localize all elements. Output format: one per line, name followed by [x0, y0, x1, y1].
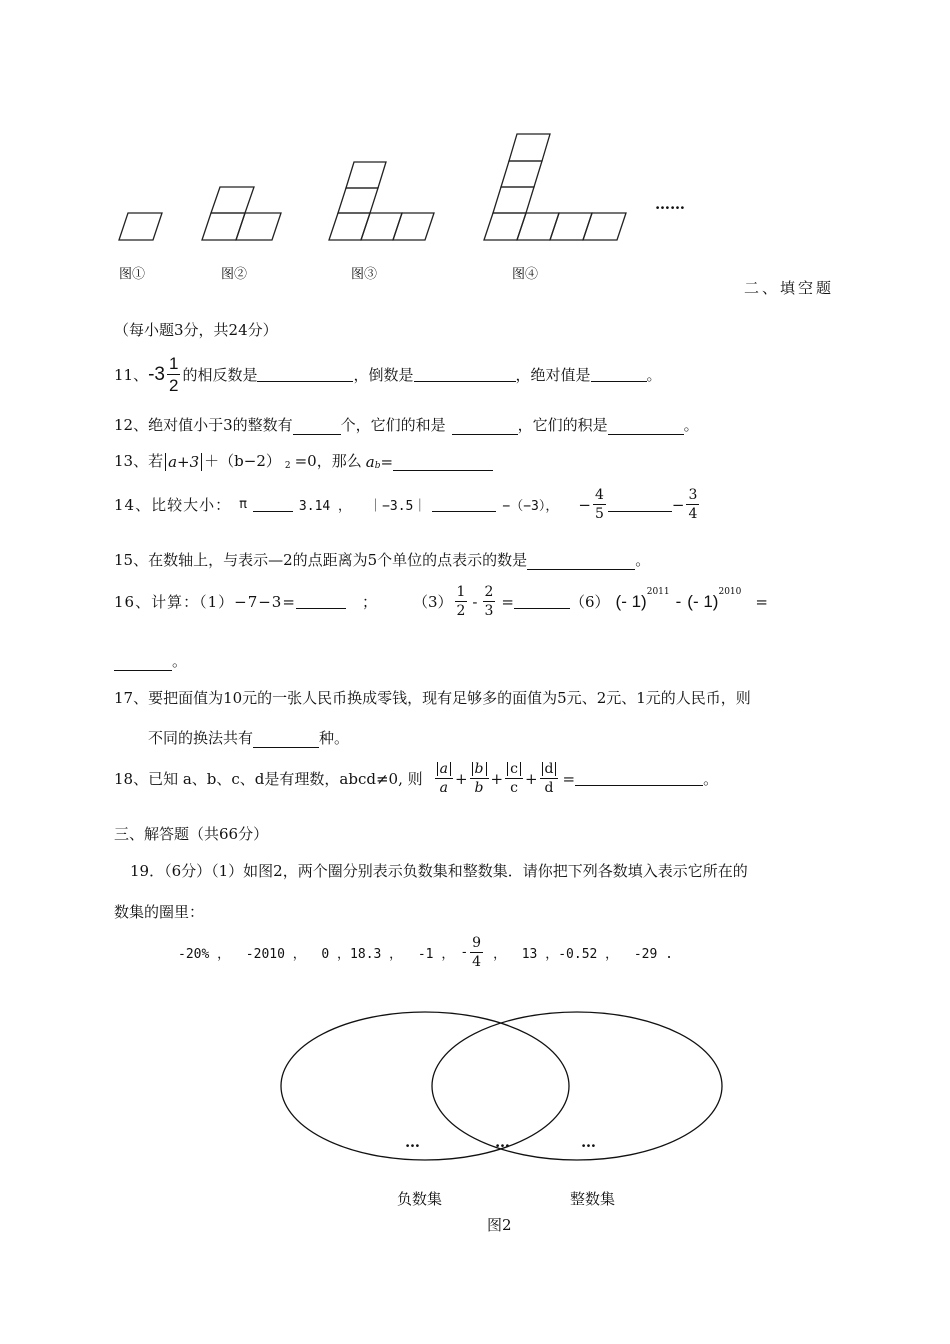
q18-frac-b — [470, 762, 489, 795]
q16-base-1: (- 1) — [615, 591, 647, 611]
q11-text-2: ，倒数是 — [353, 366, 414, 384]
q13-number: 13、若 — [114, 452, 164, 470]
figure-label-3: 图③ — [351, 267, 378, 282]
q16-frac-1-den: 2 — [456, 603, 466, 619]
question-13 — [114, 450, 493, 471]
q14-frac-2-den: 4 — [688, 506, 698, 522]
section-3-title: 三、解答题（共66分） — [114, 825, 269, 843]
q11-fraction — [167, 355, 180, 394]
q19-number-list — [178, 936, 673, 969]
figure-4 — [484, 134, 626, 240]
q15-blank[interactable] — [527, 555, 635, 570]
q16-eq-2: = — [755, 592, 768, 611]
q14-frac-1 — [593, 488, 606, 521]
question-16-continued — [114, 650, 187, 671]
q18-lead: 18、已知 a、b、c、d是有理数，abcd≠0, 则 — [114, 770, 423, 788]
q18-frac-d — [540, 762, 559, 795]
q11-frac-den: 2 — [169, 376, 179, 395]
question-18 — [114, 762, 718, 795]
q17-blank[interactable] — [253, 733, 319, 748]
venn-dots-right: … — [581, 1133, 596, 1151]
q16-exp-2: 2010 — [718, 587, 742, 597]
q16-frac-1-num: 1 — [456, 584, 466, 600]
q16-eq: = — [501, 592, 514, 611]
q12-text-4: 。 — [683, 416, 699, 434]
q19-frac-den: 4 — [472, 954, 482, 970]
figure-1 — [119, 213, 162, 240]
q19-fraction — [470, 936, 483, 969]
q14-frac-1-den: 5 — [594, 506, 604, 522]
q16-sep: ； — [361, 593, 377, 611]
q14-minus-2: − — [671, 495, 685, 514]
q12-text-3: ，它们的积是 — [517, 416, 608, 434]
q11-text-1: 的相反数是 — [182, 366, 258, 384]
q13-abs: a+3 — [165, 453, 202, 471]
question-11 — [114, 355, 662, 394]
q14-v1: 3.14 ， — [298, 499, 352, 514]
question-15 — [114, 549, 650, 570]
q16-blank-2[interactable] — [514, 594, 570, 609]
question-14 — [114, 488, 701, 521]
q18-frac-b-den: b — [474, 780, 484, 796]
q18-frac-c — [505, 762, 523, 795]
q18-eq: = — [562, 769, 576, 788]
q18-frac-a-den: a — [439, 780, 448, 796]
q18-frac-b-num: b — [472, 762, 487, 776]
q15-text: 15、在数轴上，与表示—2的点距离为5个单位的点表示的数是 — [114, 551, 528, 569]
venn-dots-left: … — [405, 1133, 420, 1151]
q16-frac-2-den: 3 — [484, 603, 494, 619]
q16-base-2: (- 1) — [687, 591, 719, 611]
q11-blank-3[interactable] — [591, 367, 647, 382]
q11-whole: -3 — [148, 363, 165, 385]
q14-pi: π — [239, 497, 247, 512]
q19-numbers-a: -20% ， -2010 ， 0 ，18.3 ， -1 ， — [178, 947, 455, 962]
q16-end: 。 — [172, 652, 188, 670]
q16-minus: - — [472, 592, 478, 611]
q16-frac-1 — [455, 585, 468, 618]
venn-dots-middle: … — [495, 1133, 510, 1151]
q19-numbers-b: ， 13 ，-0.52 ， -29 . — [493, 947, 673, 962]
question-17-line-2 — [148, 727, 349, 748]
section-2-title: 二、填空题 — [744, 279, 835, 297]
figure-label-1: 图① — [119, 267, 146, 282]
q18-frac-a — [435, 762, 453, 795]
q18-plus-2: + — [490, 769, 504, 788]
q12-text-2: 个，它们的和是 — [340, 416, 446, 434]
q13-eq: = — [380, 453, 394, 471]
q16-frac-2-num: 2 — [484, 584, 494, 600]
q12-text-1: 12、绝对值小于3的整数有 — [114, 416, 293, 434]
q11-blank-1[interactable] — [257, 367, 353, 382]
q13-blank[interactable] — [393, 456, 493, 471]
q15-end: 。 — [635, 551, 651, 569]
q13-tail: =0，那么 — [294, 452, 362, 470]
q14-blank-1[interactable] — [253, 497, 293, 512]
q18-frac-d-num: d — [542, 762, 557, 776]
q17-text-a: 不同的换法共有 — [148, 729, 254, 747]
q19-frac-sign: - — [460, 945, 469, 960]
q11-text-3: ，绝对值是 — [515, 366, 591, 384]
q18-frac-d-den: d — [544, 780, 554, 796]
figure-3 — [329, 162, 434, 240]
q12-blank-1[interactable] — [293, 420, 341, 435]
q11-number: 11、 — [114, 366, 149, 384]
figure-label-2: 图② — [221, 267, 248, 282]
q19-line-2: 数集的圈里： — [114, 903, 205, 921]
q14-lead: 14、比较大小： — [114, 496, 232, 514]
q18-plus-3: + — [524, 769, 538, 788]
negative-set-circle[interactable] — [281, 1012, 569, 1160]
pattern-figures — [110, 125, 710, 290]
q16-blank-3[interactable] — [114, 656, 172, 671]
q18-end: 。 — [703, 770, 719, 788]
q14-frac-2 — [686, 488, 699, 521]
q11-frac-num: 1 — [169, 354, 179, 373]
q14-blank-2[interactable] — [432, 497, 496, 512]
question-12 — [114, 414, 699, 435]
q16-mid: - — [675, 591, 682, 611]
q18-frac-c-den: c — [510, 780, 518, 796]
q18-frac-a-num: a — [437, 762, 451, 776]
q18-plus-1: + — [454, 769, 468, 788]
q19-line-1: 19．（6分）（1）如图2，两个圈分别表示负数集和整数集．请你把下列各数填入表示它所在的 — [130, 862, 748, 880]
q14-frac-1-num: 4 — [594, 487, 604, 503]
q17-text-b: 种。 — [319, 729, 350, 747]
q14-blank-3[interactable] — [608, 497, 672, 512]
venn-caption: 图2 — [487, 1216, 512, 1234]
q11-text-4: 。 — [646, 366, 662, 384]
q12-blank-2[interactable] — [452, 420, 518, 435]
q13-exponent: 2 — [284, 461, 291, 471]
q18-blank[interactable] — [575, 771, 703, 786]
q16-part3: （3） — [412, 593, 453, 611]
figure-label-4: 图④ — [512, 267, 539, 282]
q13-power-exp: b — [374, 461, 381, 471]
question-16 — [114, 585, 768, 618]
q13-mid: ＋（b−2） — [204, 452, 281, 470]
q17-line-1: 17、要把面值为10元的一张人民币换成零钱，现有足够多的面值为5元、2元、1元的人民币，则 — [114, 689, 751, 707]
q14-minus-1: − — [578, 495, 591, 514]
integer-set-circle[interactable] — [432, 1012, 722, 1160]
section-2-subtitle: （每小题3分，共24分） — [114, 321, 278, 339]
q16-exp-1: 2011 — [646, 587, 670, 597]
q14-frac-2-num: 3 — [688, 487, 698, 503]
q13-power-base: a — [365, 453, 375, 471]
q16-blank-1[interactable] — [296, 594, 346, 609]
q19-frac-num: 9 — [472, 935, 482, 951]
q12-blank-3[interactable] — [608, 420, 684, 435]
venn-label-negative: 负数集 — [397, 1190, 443, 1208]
q14-abs: ｜−3.5｜ — [369, 499, 427, 514]
q16-frac-2 — [483, 585, 496, 618]
q11-blank-2[interactable] — [414, 367, 516, 382]
q14-v2: −（−3）， — [502, 499, 559, 514]
figure-2 — [202, 187, 281, 240]
q16-part6: （6） — [570, 593, 610, 611]
figure-ellipsis: …… — [655, 195, 685, 213]
venn-label-integer: 整数集 — [570, 1190, 616, 1208]
q18-frac-c-num: c — [507, 762, 521, 776]
q16-lead: 16、计算：（1）−7−3= — [114, 593, 296, 611]
